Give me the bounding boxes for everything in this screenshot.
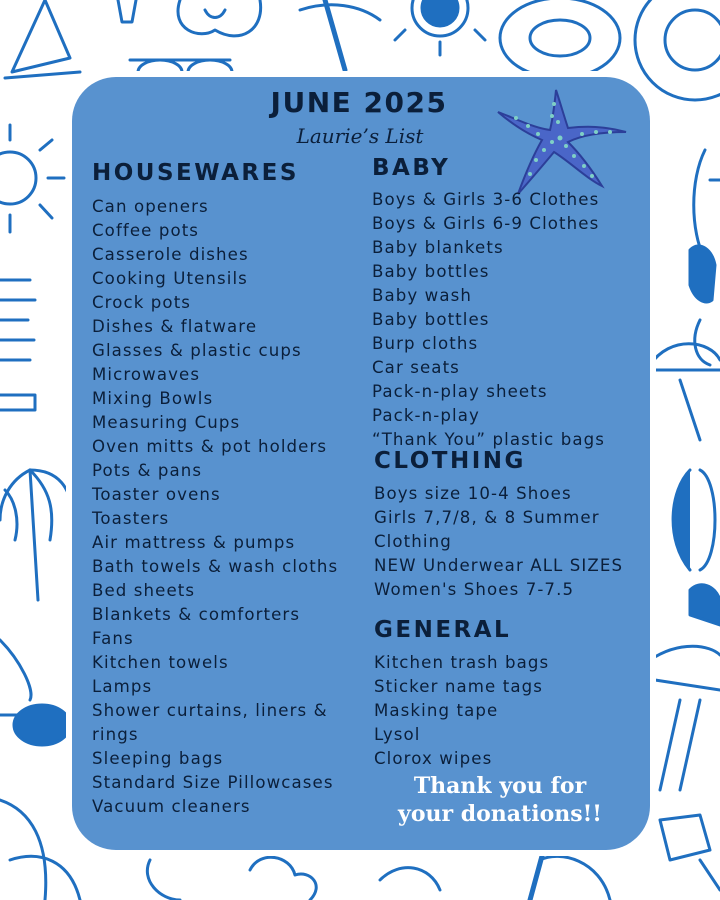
housewares-list-item: Standard Size Pillowcases [92, 773, 334, 792]
housewares-list-item: Can openers [92, 197, 209, 216]
baby-list-item: Baby bottles [372, 310, 490, 329]
baby-list-item: Car seats [372, 358, 460, 377]
swim-ring-doodle [500, 0, 620, 78]
clothing-heading: CLOTHING [374, 448, 526, 474]
baby-list-item: Boys & Girls 3-6 Clothes [372, 190, 600, 209]
housewares-list-item: Kitchen towels [92, 653, 229, 672]
housewares-list-item: Cooking Utensils [92, 269, 248, 288]
clothing-list-item: Women's Shoes 7-7.5 [374, 580, 575, 599]
housewares-list-item: Bath towels & wash cloths [92, 557, 339, 576]
housewares-list-item: Pots & pans [92, 461, 203, 480]
baby-list-item: Baby bottles [372, 262, 490, 281]
clothing-list [374, 482, 623, 602]
baby-list-item: Baby wash [372, 286, 472, 305]
baby-list-item: Pack-n-play sheets [372, 382, 548, 401]
general-list-item: Kitchen trash bags [374, 653, 550, 672]
flower-doodle [178, 0, 261, 36]
baby-list [372, 188, 605, 452]
housewares-list-item: Air mattress & pumps [92, 533, 296, 552]
sailboat-doodle [5, 0, 80, 78]
housewares-list-item: Oven mitts & pot holders [92, 437, 328, 456]
housewares-list [92, 195, 338, 819]
sun-doodle [395, 0, 485, 55]
housewares-heading: HOUSEWARES [92, 160, 299, 186]
housewares-list-item: Measuring Cups [92, 413, 241, 432]
housewares-list-item: Blankets & comforters [92, 605, 301, 624]
housewares-list-item: Dishes & flatware [92, 317, 258, 336]
baby-list-item: “Thank You” plastic bags [372, 430, 606, 449]
housewares-list-item: Fans [92, 629, 134, 648]
page-subtitle: Laurie’s List [296, 124, 424, 148]
general-list [374, 651, 549, 771]
general-list-item: Clorox wipes [374, 749, 493, 768]
housewares-list-item: Casserole dishes [92, 245, 249, 264]
housewares-list-item: rings [92, 725, 139, 744]
thank-you-line-2: your donations!! [398, 801, 602, 827]
housewares-list-item: Microwaves [92, 365, 201, 384]
housewares-list-item: Shower curtains, liners & [92, 701, 328, 720]
baby-list-item: Burp cloths [372, 334, 479, 353]
housewares-list-item: Lamps [92, 677, 153, 696]
housewares-list-item: Sleeping bags [92, 749, 224, 768]
general-heading: GENERAL [374, 617, 512, 643]
housewares-list-item: Bed sheets [92, 581, 196, 600]
clothing-list-item: Boys size 10-4 Shoes [374, 484, 572, 503]
general-list-item: Sticker name tags [374, 677, 543, 696]
general-list-item: Masking tape [374, 701, 499, 720]
surfboard-doodle [690, 246, 715, 302]
palm-tree-doodle [0, 470, 72, 600]
thank-you-line-1: Thank you for [413, 773, 587, 799]
housewares-list-item: Coffee pots [92, 221, 200, 240]
baby-heading: BABY [372, 155, 451, 181]
clothing-list-item: NEW Underwear ALL SIZES [374, 556, 624, 575]
clothing-list-item: Clothing [374, 532, 452, 551]
housewares-list-item: Toasters [92, 509, 170, 528]
page-title: JUNE 2025 [270, 86, 448, 119]
housewares-list-item: Vacuum cleaners [92, 797, 251, 816]
general-list-item: Lysol [374, 725, 421, 744]
housewares-list-item: Toaster ovens [92, 485, 221, 504]
beach-umbrella-doodle [650, 344, 720, 440]
baby-list-item: Baby blankets [372, 238, 504, 257]
housewares-list-item: Mixing Bowls [92, 389, 214, 408]
baby-list-item: Pack-n-play [372, 406, 480, 425]
baby-list-item: Boys & Girls 6-9 Clothes [372, 214, 600, 233]
housewares-list-item: Glasses & plastic cups [92, 341, 302, 360]
clothing-list-item: Girls 7,7/8, & 8 Summer [374, 508, 600, 527]
housewares-list-item: Crock pots [92, 293, 192, 312]
thank-you-message [390, 772, 610, 828]
